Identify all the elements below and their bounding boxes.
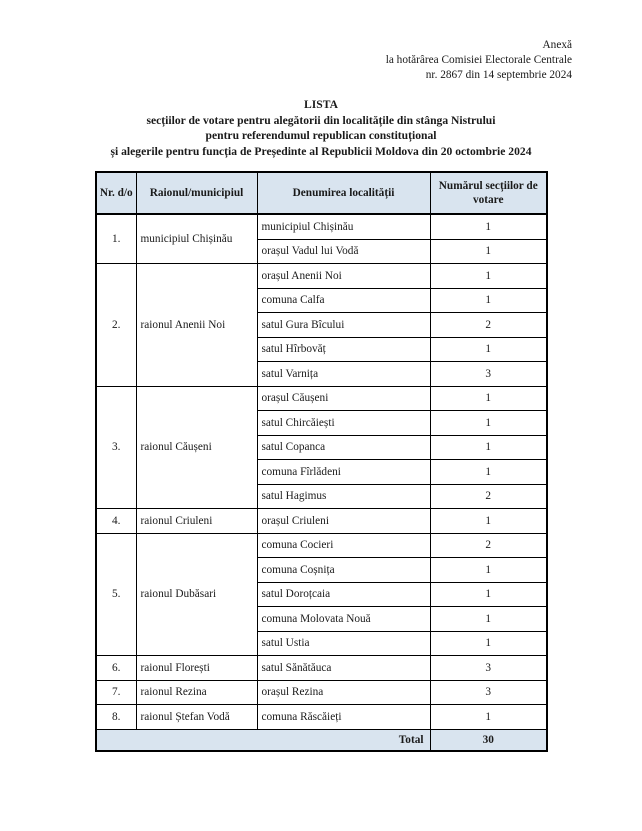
locality-cell: satul Ustia <box>257 631 430 656</box>
station-count-cell: 1 <box>430 411 547 436</box>
locality-cell: comuna Coșnița <box>257 558 430 583</box>
locality-cell: comuna Calfa <box>257 288 430 313</box>
station-count-cell: 3 <box>430 680 547 705</box>
header-station-count: Numărul secțiilor de votare <box>430 172 547 214</box>
district-cell: raionul Rezina <box>136 680 257 705</box>
locality-cell: satul Hagimus <box>257 484 430 509</box>
annex-decision-ref: la hotărârea Comisiei Electorale Centrale <box>385 54 572 66</box>
locality-cell: satul Copanca <box>257 435 430 460</box>
annex-decision-number: nr. 2867 din 14 septembrie 2024 <box>425 69 572 81</box>
annex-header <box>386 38 572 83</box>
station-count-cell: 1 <box>430 337 547 362</box>
station-count-cell: 2 <box>430 313 547 338</box>
header-district: Raionul/municipiul <box>136 172 257 214</box>
locality-cell: municipiul Chișinău <box>257 214 430 239</box>
polling-stations-table <box>95 171 548 752</box>
table-row <box>96 680 547 705</box>
station-count-cell: 1 <box>430 288 547 313</box>
district-cell: raionul Dubăsari <box>136 533 257 656</box>
row-number: 8. <box>96 705 136 730</box>
station-count-cell: 1 <box>430 460 547 485</box>
locality-cell: comuna Fîrlădeni <box>257 460 430 485</box>
station-count-cell: 2 <box>430 533 547 558</box>
locality-cell: comuna Răscăieți <box>257 705 430 730</box>
station-count-cell: 1 <box>430 705 547 730</box>
station-count-cell: 1 <box>430 264 547 289</box>
locality-cell: comuna Cocieri <box>257 533 430 558</box>
locality-cell: satul Hîrbovăț <box>257 337 430 362</box>
locality-cell: orașul Vadul lui Vodă <box>257 239 430 264</box>
district-cell: raionul Criuleni <box>136 509 257 534</box>
document-title <box>0 97 642 159</box>
locality-cell: orașul Rezina <box>257 680 430 705</box>
station-count-cell: 1 <box>430 214 547 239</box>
locality-cell: satul Chircăiești <box>257 411 430 436</box>
table-row <box>96 509 547 534</box>
header-nr: Nr. d/o <box>96 172 136 214</box>
locality-cell: satul Sănătăuca <box>257 656 430 681</box>
table-row <box>96 264 547 289</box>
station-count-cell: 2 <box>430 484 547 509</box>
district-cell: municipiul Chișinău <box>136 214 257 264</box>
title-line-4: și alegerile pentru funcția de Președinte al Republicii Moldova din 20 octombrie 2024 <box>110 144 532 158</box>
row-number: 2. <box>96 264 136 387</box>
station-count-cell: 1 <box>430 509 547 534</box>
table-row <box>96 386 547 411</box>
row-number: 4. <box>96 509 136 534</box>
station-count-cell: 1 <box>430 435 547 460</box>
title-line-1: LISTA <box>304 98 338 111</box>
row-number: 7. <box>96 680 136 705</box>
table-row <box>96 533 547 558</box>
locality-cell: orașul Anenii Noi <box>257 264 430 289</box>
header-locality: Denumirea localității <box>257 172 430 214</box>
station-count-cell: 1 <box>430 239 547 264</box>
locality-cell: satul Varnița <box>257 362 430 387</box>
total-value: 30 <box>430 729 547 751</box>
locality-cell: satul Doroțcaia <box>257 582 430 607</box>
row-number: 6. <box>96 656 136 681</box>
district-cell: raionul Ștefan Vodă <box>136 705 257 730</box>
locality-cell: orașul Criuleni <box>257 509 430 534</box>
annex-label: Anexă <box>542 39 572 51</box>
title-line-2: secțiilor de votare pentru alegătorii din localitățile din stânga Nistrului <box>146 113 496 127</box>
row-number: 5. <box>96 533 136 656</box>
table-body <box>96 214 547 751</box>
row-number: 1. <box>96 214 136 264</box>
table-row <box>96 214 547 239</box>
station-count-cell: 1 <box>430 558 547 583</box>
total-row <box>96 729 547 751</box>
station-count-cell: 1 <box>430 582 547 607</box>
district-cell: raionul Căușeni <box>136 386 257 509</box>
station-count-cell: 1 <box>430 607 547 632</box>
station-count-cell: 1 <box>430 386 547 411</box>
title-line-3: pentru referendumul republican constituțional <box>205 129 437 142</box>
district-cell: raionul Florești <box>136 656 257 681</box>
locality-cell: comuna Molovata Nouă <box>257 607 430 632</box>
station-count-cell: 1 <box>430 631 547 656</box>
district-cell: raionul Anenii Noi <box>136 264 257 387</box>
locality-cell: satul Gura Bîcului <box>257 313 430 338</box>
table-header-row <box>96 172 547 214</box>
station-count-cell: 3 <box>430 362 547 387</box>
table-row <box>96 656 547 681</box>
total-label: Total <box>96 729 430 751</box>
row-number: 3. <box>96 386 136 509</box>
locality-cell: orașul Căușeni <box>257 386 430 411</box>
station-count-cell: 3 <box>430 656 547 681</box>
table-row <box>96 705 547 730</box>
